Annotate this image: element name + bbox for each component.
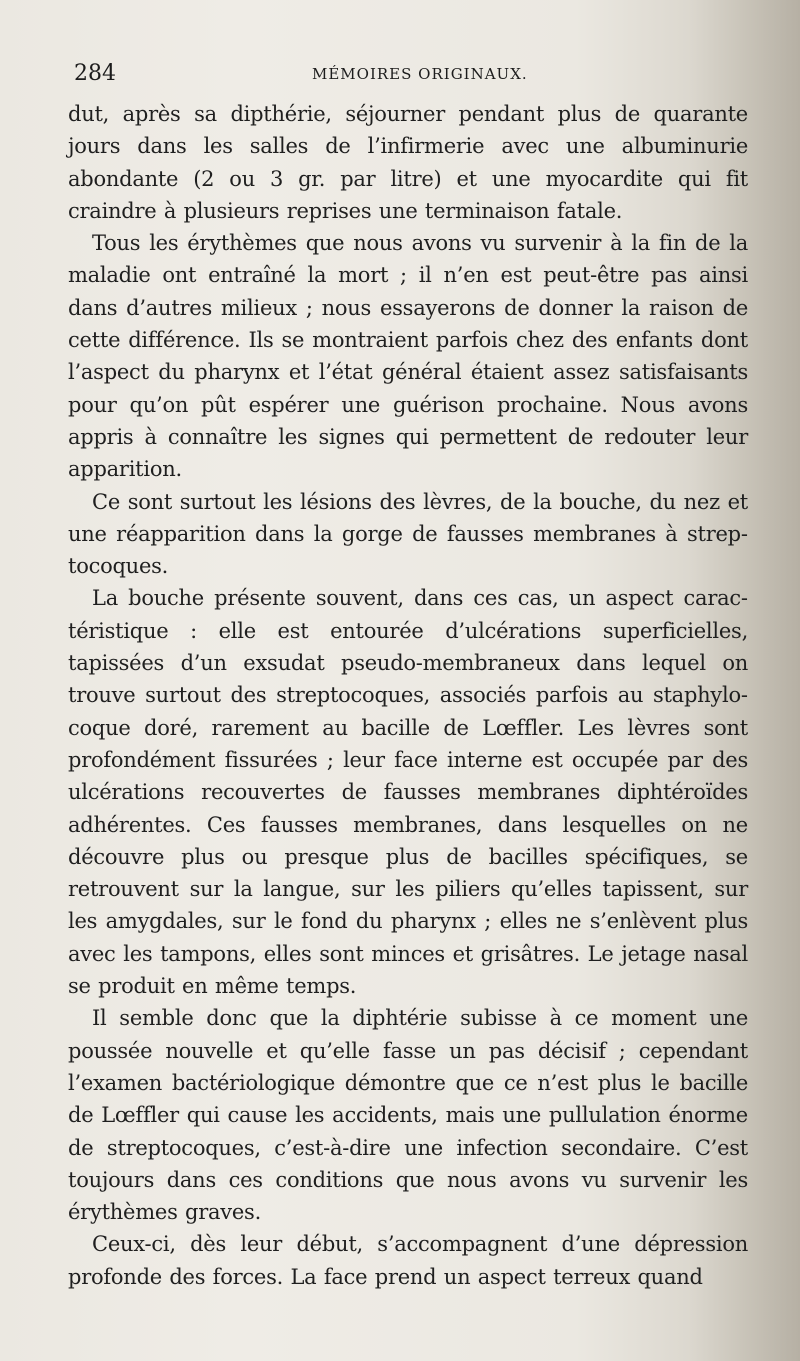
- body-text: [68, 98, 748, 1293]
- paragraph-continuation: dut, après sa dipthérie, séjourner pendant plus de quarante jours dans les salles de l’infirmerie avec une albuminurie abondante (2 ou 3 gr. par litre) et une myocardite qui fit craindre à plusieurs reprises une terminaison fatale.: [68, 102, 748, 223]
- paragraph: Ceux-ci, dès leur début, s’accompagnent d’une dépression profonde des forces. La face prend un aspect terreux quand: [68, 1232, 748, 1289]
- paragraph: Tous les érythèmes que nous avons vu survenir à la fin de la maladie ont entraîné la mort ; il n’en est peut-être pas ainsi dans d’autres milieux ; nous essayerons de donner la raison de cette différence. Ils se montraient parfois chez des enfants dont l’aspect du pharynx et l’état général étaient assez satisfaisants pour qu’on pût espérer une guérison prochaine. Nous avons appris à connaître les signes qui permettent de redouter leur apparition.: [68, 231, 748, 482]
- running-title: MÉMOIRES ORIGINAUX.: [312, 65, 528, 83]
- page-header: [74, 56, 734, 92]
- page-number: 284: [74, 61, 116, 86]
- paragraph: Il semble donc que la diphtérie subisse à ce moment une poussée nouvelle et qu’elle fasse un pas décisif ; cependant l’examen bactériologique démontre que ce n’est plus le bacille de Lœffler qui cause les accidents, mais une pullulation énorme de streptocoques, c’est-à-dire une infection secondaire. C’est toujours dans ces conditions que nous avons vu survenir les érythèmes graves.: [68, 1006, 748, 1225]
- paragraph: La bouche présente souvent, dans ces cas, un aspect caractéristique : elle est entourée d’ulcérations superficielles, tapissées d’un exsudat pseudo-membraneux dans lequel on trouve surtout des streptocoques, associés parfois au staphylocoque doré, rarement au bacille de Lœffler. Les lèvres sont profondément fissurées ; leur face interne est occupée par des ulcérations recouvertes de fausses membranes diphtéroïdes adhérentes. Ces fausses membranes, dans lesquelles on ne découvre plus ou presque plus de bacilles spécifiques, se retrouvent sur la langue, sur les piliers qu’elles tapissent, sur les amygdales, sur le fond du pharynx ; elles ne s’enlèvent plus avec les tampons, elles sont minces et grisâtres. Le jetage nasal se produit en même temps.: [68, 586, 748, 999]
- paragraph: Ce sont surtout les lésions des lèvres, de la bouche, du nez et une réapparition dans la gorge de fausses membranes à streptocoques.: [68, 489, 748, 579]
